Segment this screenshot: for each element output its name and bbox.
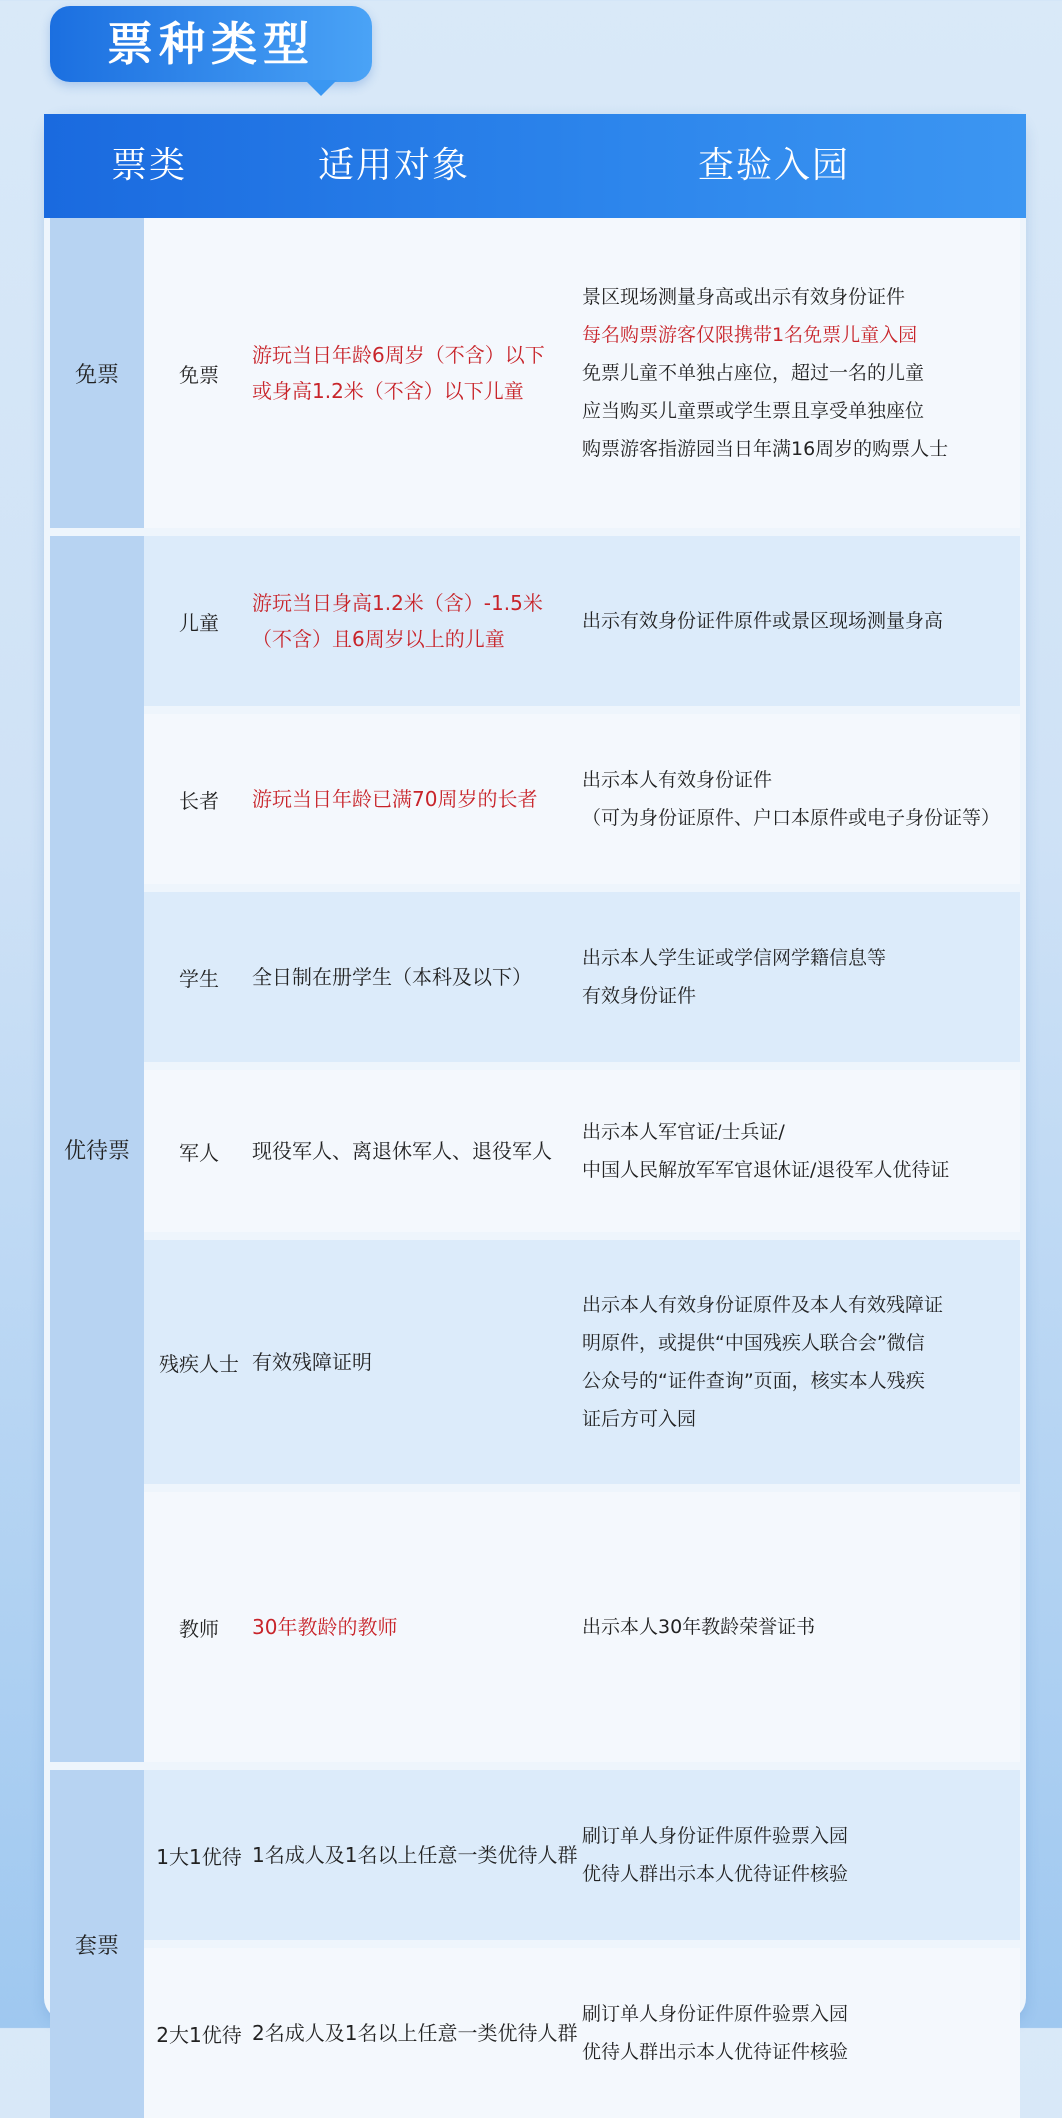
check-line: 出示本人学生证或学信网学籍信息等 (582, 947, 887, 969)
check-line: 优待人群出示本人优待证件核验 (582, 1863, 849, 1885)
table-row (144, 1070, 1020, 1232)
check-line: 有效身份证件 (582, 985, 697, 1007)
check-line: 出示本人有效身份证件 (582, 769, 773, 791)
check-line: 中国人民解放军军官退休证/退役军人优待证 (582, 1159, 950, 1181)
row-ticket-name: 2大1优待 (156, 2022, 242, 2047)
group-cell-concession: 优待票 (50, 536, 144, 1762)
table-row (144, 714, 1020, 884)
check-line: 购票游客指游园当日年满16周岁的购票人士 (582, 438, 949, 460)
row-check (582, 1070, 1012, 1232)
target-line: 全日制在册学生（本科及以下） (252, 965, 532, 989)
title-badge (50, 6, 372, 82)
group-cell-package: 套票 (50, 1770, 144, 2118)
target-line: 游玩当日身高1.2米（含）-1.5米 (252, 591, 543, 615)
row-check (582, 1492, 1012, 1762)
header-target: 适用对象 (317, 145, 470, 186)
check-line: 免票儿童不单独占座位，超过一名的儿童 (582, 362, 925, 384)
row-target (252, 1770, 582, 1940)
row-target (252, 714, 582, 884)
row-target (252, 1070, 582, 1232)
row-ticket-name: 长者 (179, 788, 219, 813)
target-line: 30年教龄的教师 (252, 1615, 398, 1639)
row-ticket-name: 1大1优待 (156, 1844, 242, 1869)
row-target (252, 1948, 582, 2118)
row-target (252, 1240, 582, 1484)
row-target (252, 218, 582, 528)
row-ticket-name: 儿童 (179, 610, 219, 635)
target-line: 2名成人及1名以上任意一类优待人群 (252, 2021, 578, 2045)
row-check (582, 1948, 1012, 2118)
table-header (44, 114, 1026, 218)
row-ticket-name: 残疾人士 (159, 1351, 239, 1376)
check-line: 公众号的“证件查询”页面，核实本人残疾 (582, 1370, 925, 1392)
check-line: 出示本人军官证/士兵证/ (582, 1121, 785, 1143)
row-check (582, 218, 1012, 528)
target-line: （不含）且6周岁以上的儿童 (252, 627, 505, 651)
row-target (252, 1492, 582, 1762)
check-line: 明原件，或提供“中国残疾人联合会”微信 (582, 1332, 925, 1354)
check-line: 出示本人有效身份证原件及本人有效残障证 (582, 1294, 944, 1316)
row-check (582, 536, 1012, 706)
row-target (252, 892, 582, 1062)
table-row (144, 218, 1020, 528)
check-line: 应当购买儿童票或学生票且享受单独座位 (582, 400, 925, 422)
table-row (144, 536, 1020, 706)
check-line: （可为身份证原件、户口本原件或电子身份证等） (582, 807, 1001, 829)
target-line: 游玩当日年龄6周岁（不含）以下 (252, 343, 545, 367)
header-check: 查验入园 (697, 145, 850, 186)
row-ticket-name: 军人 (179, 1140, 219, 1165)
row-target (252, 536, 582, 706)
row-ticket-name: 免票 (179, 362, 219, 387)
table-row (144, 892, 1020, 1062)
target-line: 游玩当日年龄已满70周岁的长者 (252, 787, 538, 811)
check-line: 每名购票游客仅限携带1名免票儿童入园 (582, 324, 918, 346)
target-line: 有效残障证明 (252, 1350, 372, 1374)
row-check (582, 714, 1012, 884)
page-title: 票种类型 (107, 17, 315, 71)
check-line: 出示本人30年教龄荣誉证书 (582, 1616, 816, 1638)
title-badge-tail (305, 80, 337, 96)
target-line: 1名成人及1名以上任意一类优待人群 (252, 1843, 578, 1867)
table-row (144, 1240, 1020, 1484)
table-row (144, 1770, 1020, 1940)
row-ticket-name: 教师 (179, 1616, 219, 1641)
table-row (144, 1492, 1020, 1762)
row-check (582, 1240, 1012, 1484)
group-cell-free: 免票 (50, 218, 144, 528)
row-check (582, 892, 1012, 1062)
check-line: 景区现场测量身高或出示有效身份证件 (582, 286, 906, 308)
row-check (582, 1770, 1012, 1940)
check-line: 证后方可入园 (582, 1408, 697, 1430)
target-line: 现役军人、离退休军人、退役军人 (252, 1139, 552, 1163)
row-ticket-name: 学生 (179, 966, 219, 991)
target-line: 或身高1.2米（不含）以下儿童 (252, 379, 524, 403)
check-line: 优待人群出示本人优待证件核验 (582, 2041, 849, 2063)
check-line: 刷订单人身份证件原件验票入园 (582, 2003, 849, 2025)
check-line: 出示有效身份证件原件或景区现场测量身高 (582, 610, 944, 632)
ticket-table (44, 114, 1026, 2063)
table-row (144, 1948, 1020, 2118)
header-ticket-type: 票类 (110, 145, 187, 186)
check-line: 刷订单人身份证件原件验票入园 (582, 1825, 849, 1847)
